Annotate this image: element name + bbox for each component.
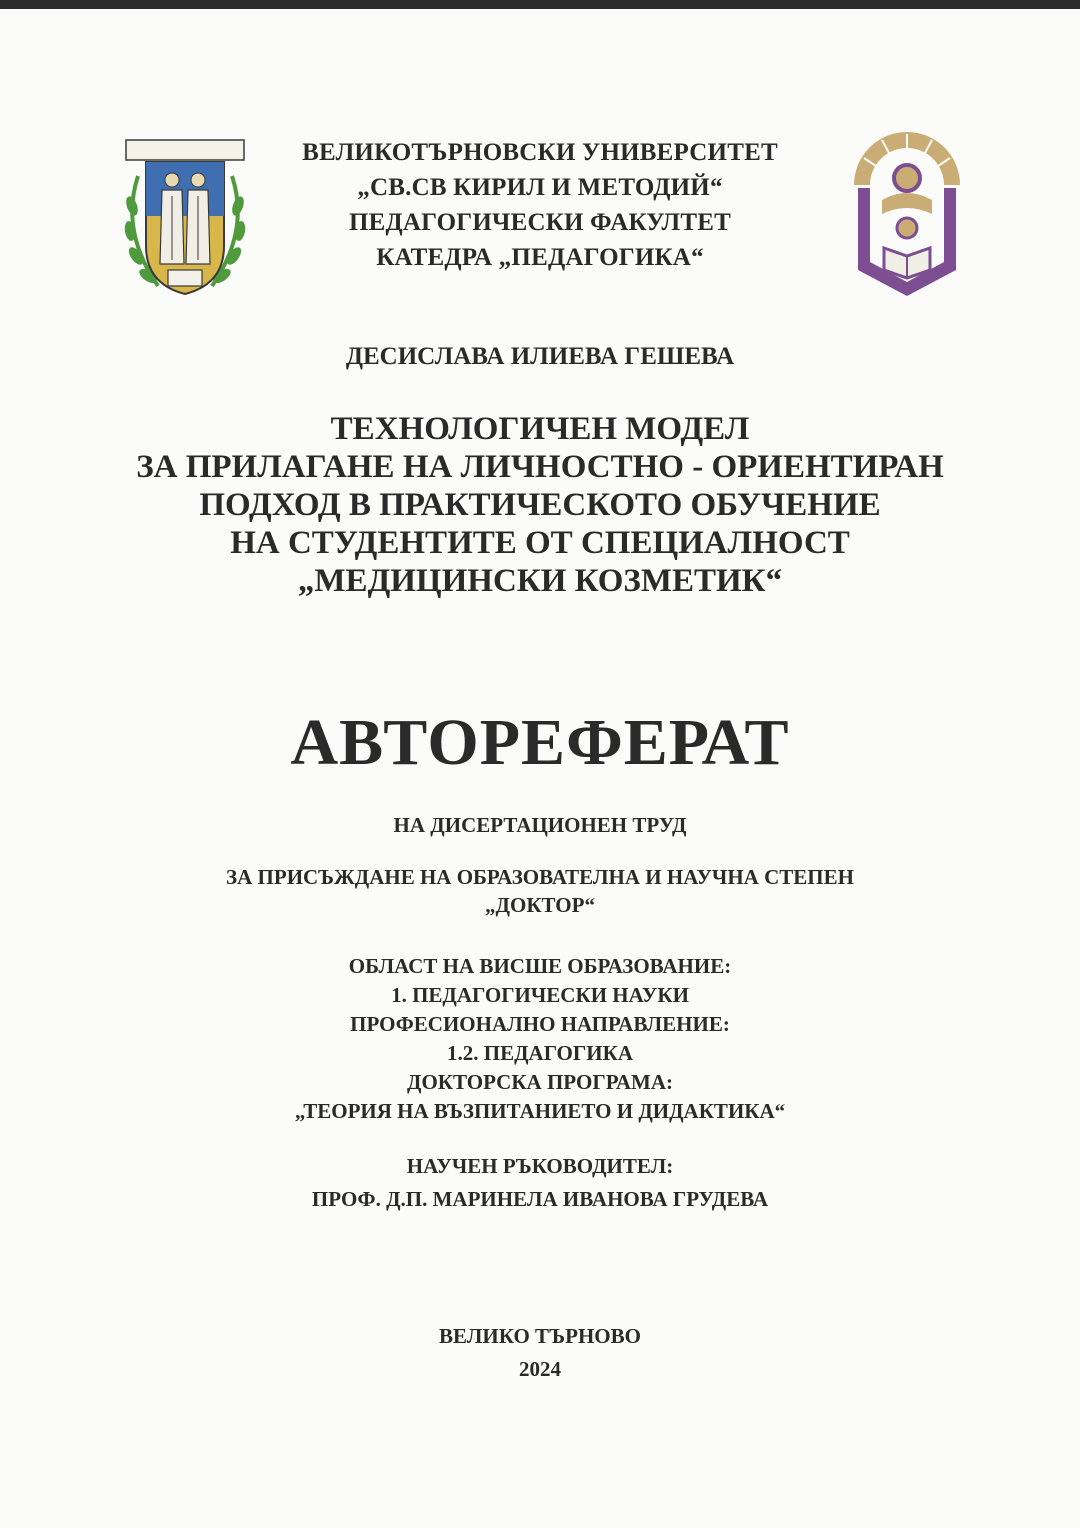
supervisor-name: ПРОФ. Д.П. МАРИНЕЛА ИВАНОВА ГРУДЕВА xyxy=(311,1187,769,1211)
study-areas xyxy=(0,952,1080,1126)
degree-purpose xyxy=(0,863,1080,919)
degree-purpose-line: ЗА ПРИСЪЖДАНЕ НА ОБРАЗОВАТЕЛНА И НАУЧНА СТЕПЕН xyxy=(226,865,854,889)
title-line: ПОДХОД В ПРАКТИЧЕСКОТО ОБУЧЕНИЕ xyxy=(199,487,881,523)
city-name: ВЕЛИКО ТЪРНОВО xyxy=(439,1324,641,1348)
degree-name: „ДОКТОР“ xyxy=(485,893,595,917)
document-type-heading: АВТОРЕФЕРАТ xyxy=(290,706,790,779)
institution-header xyxy=(0,135,1080,275)
university-patrons: „СВ.СВ КИРИЛ И МЕТОДИЙ“ xyxy=(357,174,723,201)
author-name: ДЕСИСЛАВА ИЛИЕВА ГЕШЕВА xyxy=(345,343,735,370)
title-line: ТЕХНОЛОГИЧЕН МОДЕЛ xyxy=(330,411,750,447)
title-line: ЗА ПРИЛАГАНЕ НА ЛИЧНОСТНО - ОРИЕНТИРАН xyxy=(136,449,944,485)
area-label: ОБЛАСТ НА ВИСШЕ ОБРАЗОВАНИЕ: xyxy=(348,954,732,978)
year: 2024 xyxy=(519,1357,561,1381)
program-label: ДОКТОРСКА ПРОГРАМА: xyxy=(407,1070,673,1094)
faculty-name: ПЕДАГОГИЧЕСКИ ФАКУЛТЕТ xyxy=(348,209,732,236)
university-name: ВЕЛИКОТЪРНОВСКИ УНИВЕРСИТЕТ xyxy=(302,139,778,166)
place-and-year xyxy=(0,1320,1080,1386)
supervisor-label: НАУЧЕН РЪКОВОДИТЕЛ: xyxy=(406,1154,674,1178)
title-line: НА СТУДЕНТИТЕ ОТ СПЕЦИАЛНОСТ xyxy=(230,525,850,561)
area-value: 1. ПЕДАГОГИЧЕСКИ НАУКИ xyxy=(391,983,689,1007)
scan-top-edge xyxy=(0,0,1080,9)
supervisor-block xyxy=(0,1150,1080,1216)
direction-value: 1.2. ПЕДАГОГИКА xyxy=(447,1041,633,1065)
program-value: „ТЕОРИЯ НА ВЪЗПИТАНИЕТО И ДИДАКТИКА“ xyxy=(294,1099,786,1123)
direction-label: ПРОФЕСИОНАЛНО НАПРАВЛЕНИЕ: xyxy=(350,1012,730,1036)
dissertation-title xyxy=(0,410,1080,600)
title-line: „МЕДИЦИНСКИ КОЗМЕТИК“ xyxy=(297,563,783,599)
department-name: КАТЕДРА „ПЕДАГОГИКА“ xyxy=(376,244,704,271)
dissertation-label: НА ДИСЕРТАЦИОНЕН ТРУД xyxy=(393,813,687,837)
